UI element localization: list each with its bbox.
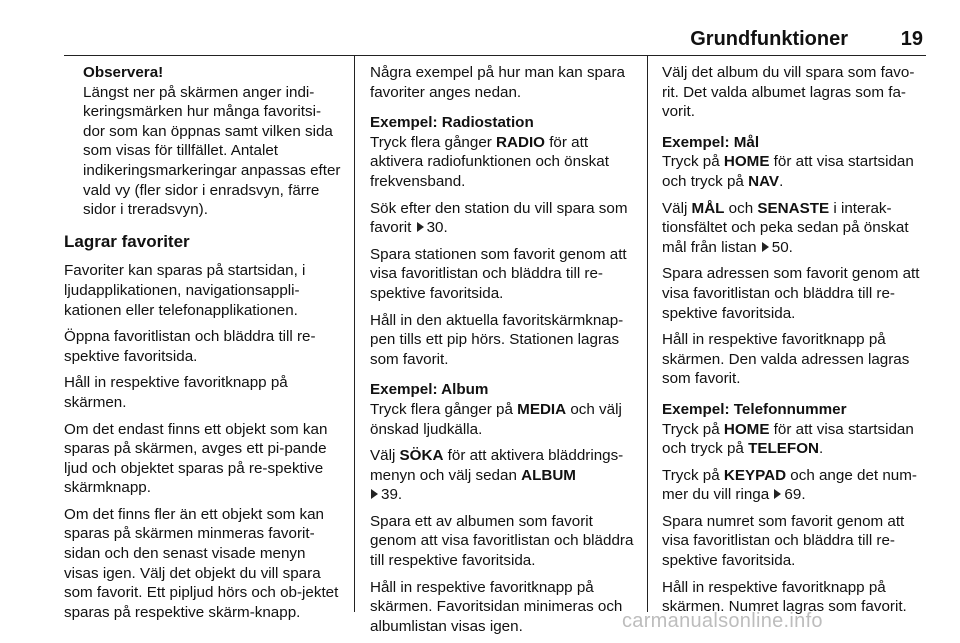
- media-key: MEDIA: [517, 400, 567, 418]
- telefon-key: TELEFON: [748, 440, 819, 458]
- paragraph: Välj det album du vill spara som favo-rit. Det valda albumet lagras som fa-vorit.: [662, 64, 915, 121]
- paragraph: Spara adressen som favorit genom att visa favoritlistan och bläddra till re-spektive favoritsida.: [662, 265, 920, 322]
- watermark: carmanualsonline.info: [622, 610, 823, 632]
- paragraph: Öppna favoritlistan och bläddra till re-spektive favoritsida.: [64, 328, 316, 365]
- column-2: [370, 63, 634, 643]
- note-title: Observera!: [83, 64, 164, 81]
- example-phone-title: Exempel: Telefonnummer: [662, 400, 847, 418]
- paragraph: Tryck flera gånger på MEDIA och välj önskad ljudkälla.: [370, 400, 622, 438]
- keypad-key: KEYPAD: [723, 466, 787, 484]
- page-ref: 39.: [381, 486, 403, 504]
- paragraph: Favoriter kan sparas på startsidan, i ljudapplikationen, navigationsappli-kationen eller telefonapplikationen.: [64, 262, 306, 319]
- page-ref-arrow-icon: [762, 242, 769, 252]
- column-divider-2: [647, 56, 648, 612]
- paragraph: Välj MÅL och SENASTE i interak-tionsfältet och peka sedan på önskat mål från listan 50.: [662, 199, 909, 256]
- page-ref-arrow-icon: [774, 489, 781, 499]
- header-rule: [64, 55, 926, 56]
- page-ref: 50.: [771, 238, 793, 256]
- paragraph: Tryck på KEYPAD och ange det num-mer du vill ringa 69.: [662, 466, 917, 504]
- example-album-title: Exempel: Album: [370, 381, 489, 399]
- column-divider-1: [354, 56, 355, 612]
- note-box: [64, 63, 342, 220]
- radio-key: RADIO: [496, 133, 545, 151]
- paragraph: Håll in respektive favoritknapp på skärmen. Numret lagras som favorit.: [662, 578, 907, 616]
- page-number: 19: [900, 28, 923, 50]
- example-goal-title: Exempel: Mål: [662, 133, 760, 151]
- mal-key: MÅL: [691, 199, 725, 217]
- paragraph: Spara numret som favorit genom att visa favoritlistan och bläddra till re-spektive favoritsida.: [662, 512, 905, 570]
- soka-key: SÖKA: [399, 447, 444, 465]
- section-heading: Lagrar favoriter: [64, 231, 190, 251]
- paragraph: Sök efter den station du vill spara som favorit 30.: [370, 199, 628, 237]
- example-radio-title: Exempel: Radiostation: [370, 114, 534, 132]
- chapter-title: Grundfunktioner: [690, 28, 848, 50]
- paragraph: Välj SÖKA för att aktivera bläddrings-menyn och välj sedan ALBUM 39.: [370, 447, 624, 504]
- paragraph: Tryck flera gånger RADIO för att aktivera radiofunktionen och önskat frekvensband.: [370, 133, 609, 190]
- page-ref-arrow-icon: [417, 222, 424, 232]
- paragraph: Om det endast finns ett objekt som kan sparas på skärmen, avges ett pi-pande ljud och objektet sparas på re-spektive skärmknapp.: [64, 420, 328, 497]
- nav-key: NAV: [748, 172, 780, 190]
- paragraph: Om det finns fler än ett objekt som kan sparas på skärmen minmeras favorit-sidan och den senast visade menyn visas igen. Välj det objekt du vill spara som favorit. Ett pipljud hörs och ob-jektet sparas på respektive skärm-knapp.: [64, 505, 339, 621]
- column-1: [64, 63, 342, 629]
- home-key: HOME: [723, 420, 770, 438]
- paragraph: Håll in respektive favoritknapp på skärmen. Favoritsidan minimeras och albumlistan visas igen.: [370, 578, 623, 635]
- paragraph: Håll in den aktuella favoritskärmknap-pen tills ett pip hörs. Stationen lagras som favorit.: [370, 311, 624, 368]
- paragraph: Håll in respektive favoritknapp på skärmen. Den valda adressen lagras som favorit.: [662, 331, 910, 388]
- album-key: ALBUM: [521, 466, 576, 484]
- paragraph: Några exempel på hur man kan spara favoriter anges nedan.: [370, 64, 625, 101]
- paragraph: Spara stationen som favorit genom att visa favoritlistan och bläddra till re-spektive favoritsida.: [370, 245, 627, 302]
- paragraph: Tryck på HOME för att visa startsidan och tryck på TELEFON.: [662, 420, 914, 458]
- page-ref: 69.: [784, 486, 806, 504]
- note-text: Längst ner på skärmen anger indi-keringsmärken hur många favoritsi-dor som kan öppnas samt vilken sida som visas för tillfället. Antalet indikeringsmarkeringar anpassas efter vald vy (fler sidor i enradsvyn, färre sidor i treradsvyn).: [83, 83, 341, 219]
- page-ref-arrow-icon: [371, 489, 378, 499]
- page-header: [0, 26, 960, 56]
- senaste-key: SENASTE: [757, 199, 830, 217]
- column-3: [662, 63, 926, 624]
- paragraph: Tryck på HOME för att visa startsidan och tryck på NAV.: [662, 153, 914, 190]
- paragraph: Håll in respektive favoritknapp på skärmen.: [64, 374, 288, 411]
- paragraph: Spara ett av albumen som favorit genom att visa favoritlistan och bläddra till respektive favoritsida.: [370, 512, 634, 570]
- page-ref: 30.: [426, 219, 448, 237]
- home-key: HOME: [723, 153, 770, 171]
